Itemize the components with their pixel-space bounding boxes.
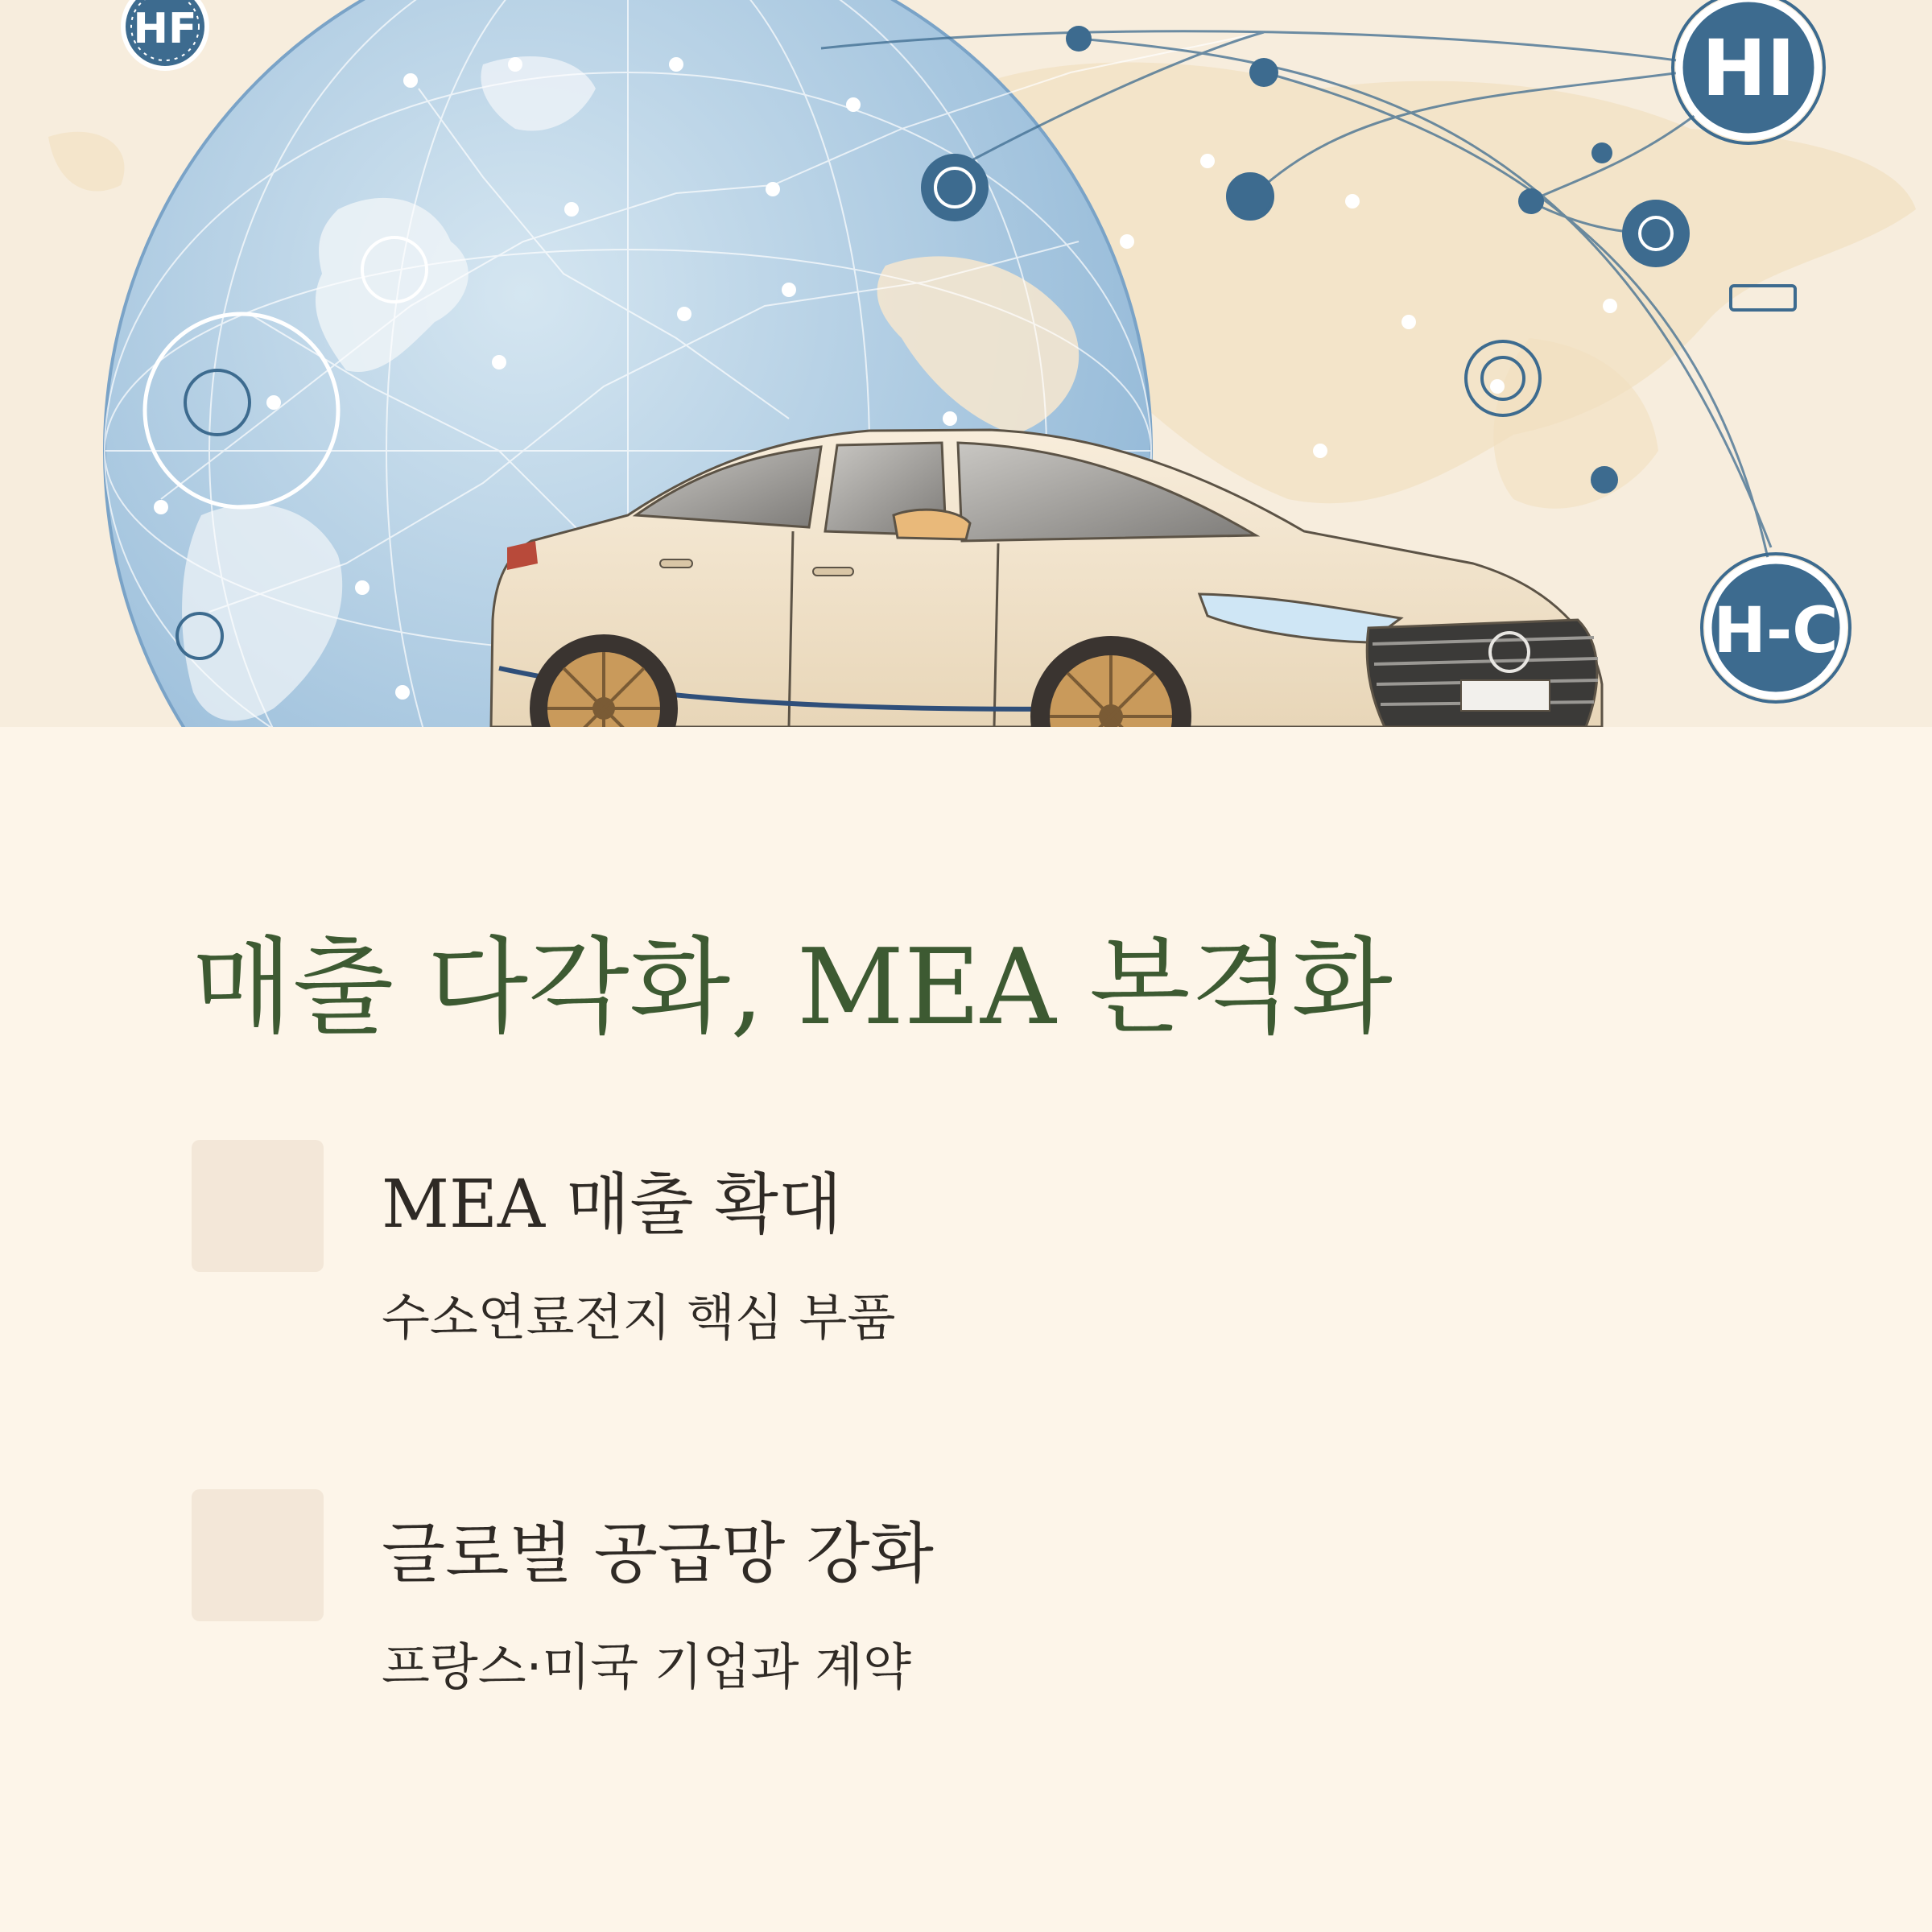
feature-item [192, 1140, 1721, 1406]
hero-illustration [0, 0, 1932, 727]
feature-title: MEA 매출 확대 [382, 1166, 843, 1243]
feature-description: 프랑스·미국 기업과 계약 [382, 1637, 912, 1696]
hi-badge-label: HI [1701, 23, 1796, 114]
feature-title: 글로벌 공급망 강화 [382, 1516, 934, 1592]
feature-icon-box [192, 1140, 324, 1272]
feature-icon-box [192, 1489, 324, 1621]
feature-item [192, 1489, 1721, 1755]
hi-badge-icon [1673, 0, 1824, 143]
hc-badge-icon [1702, 554, 1850, 702]
globe-car-illustration [0, 0, 1932, 727]
page-title: 매출 다각화, MEA 본격화 [192, 926, 1393, 1048]
content-section [0, 727, 1932, 1932]
hf-badge-label: HF [133, 5, 197, 53]
hc-badge-label: H-C [1713, 595, 1839, 667]
feature-description: 수소연료전지 핵심 부품 [382, 1288, 896, 1347]
hf-badge-icon [123, 0, 207, 68]
